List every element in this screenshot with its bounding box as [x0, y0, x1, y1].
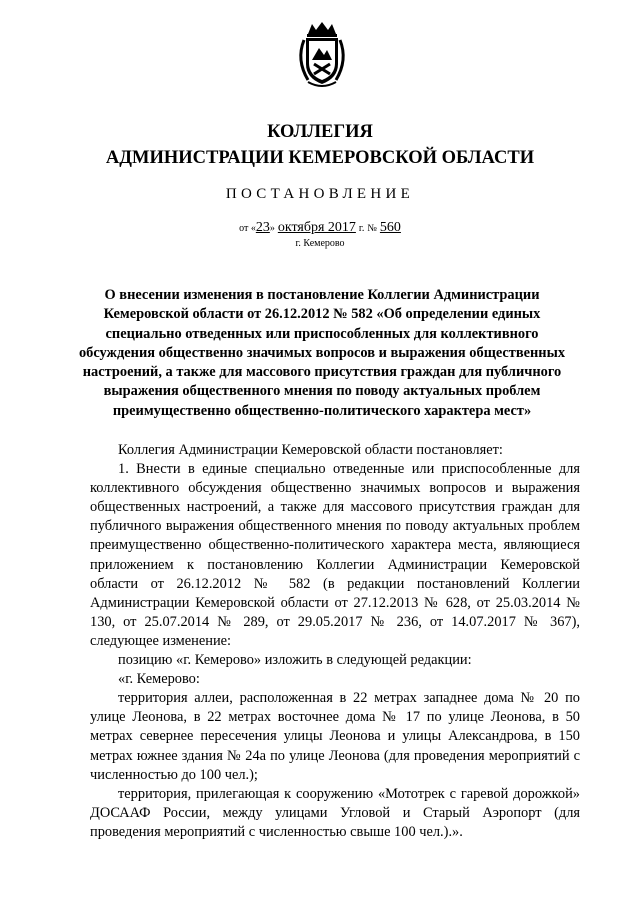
- document-body: [90, 441, 580, 842]
- date-mid: »: [269, 223, 275, 234]
- number-prefix: №: [367, 223, 377, 234]
- document-number: 560: [379, 220, 401, 235]
- organization-name-line1: КОЛЛЕГИЯ: [267, 122, 373, 142]
- city: г. Кемерово: [295, 238, 345, 249]
- paragraph-resolves: Коллегия Администрации Кемеровской области постановляет:: [118, 442, 503, 458]
- coat-of-arms-emblem: [294, 20, 350, 88]
- paragraph-item-1: 1. Внести в единые специально отведенные или приспособленные для коллективного обсуждения общественно значимых вопросов и выражения общественных настроений, а также для массового присутствия граждан для публичного выражения общественного мнения по поводу актуальных проблем преимущественно общественно-политического характера места, являющиеся приложением к постановлению Коллегии Администрации Кемеровской области от 26.12.2012 № 582 (в редакции постановлений Коллегии Администрации Кемеровской области от 27.12.2013 № 628, от 25.03.2014 № 130, от 25.07.2014 № 289, от 29.05.2017 № 236, от 14.07.2017 № 367), следующее изменение:: [90, 461, 580, 649]
- date-day: 23: [255, 220, 270, 235]
- paragraph-position: позицию «г. Кемерово» изложить в следующей редакции:: [118, 652, 472, 669]
- date-prefix: от «: [239, 223, 256, 234]
- date-and-number-line: [0, 220, 640, 236]
- date-month-year: октября 2017: [277, 220, 356, 235]
- paragraph-city-heading: «г. Кемерово:: [118, 671, 200, 688]
- document-title: О внесении изменения в постановление Коллегии Администрации Кемеровской области от 26.12.2012 № 582 «Об определении единых специально отведенных или приспособленных для коллективного обсуждения общественно значимых вопросов и выражения общественных настроений, а также для массового присутствия граждан для публичного выражения общественного мнения по поводу актуальных проблем преимущественно общественно-политического характера мест»: [78, 287, 566, 419]
- organization-name-line2: АДМИНИСТРАЦИИ КЕМЕРОВСКОЙ ОБЛАСТИ: [105, 148, 535, 168]
- paragraph-alley-territory: территория аллеи, расположенная в 22 метрах западнее дома № 20 по улице Леонова, в 22 метрах восточнее дома № 17 по улице Леонова, в 50 метрах севернее пересечения улицы Леонова и улицы Александрова, в 150 метрах южнее здания № 24а по улице Леонова (для проведения мероприятий с численностью до 100 чел.);: [90, 690, 580, 783]
- date-year-suffix: г.: [358, 223, 365, 234]
- paragraph-mototrek-territory: территория, прилегающая к сооружению «Мототрек с гаревой дорожкой» ДОСААФ России, между улицами Угловой и Старый Аэропорт (для проведения мероприятий с численностью свыше 100 чел.).».: [90, 785, 580, 840]
- document-type: ПОСТАНОВЛЕНИЕ: [225, 186, 415, 202]
